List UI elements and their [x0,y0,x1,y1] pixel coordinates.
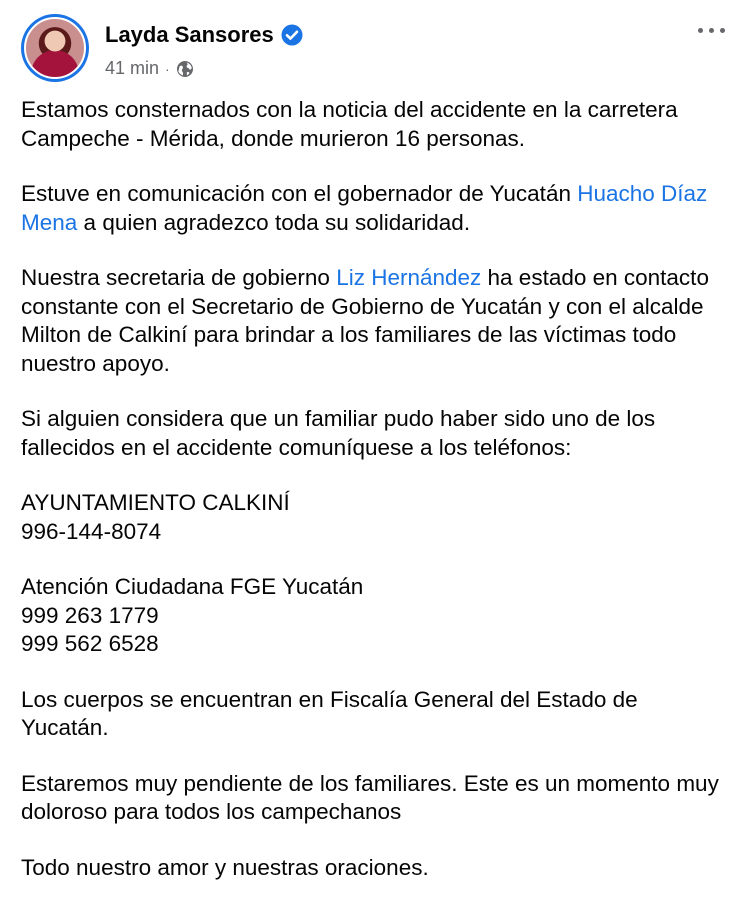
more-options-icon[interactable] [695,20,729,40]
verified-badge-icon [281,24,303,46]
post-body [21,96,731,909]
phone-number: 996-144-8074 [21,518,162,544]
paragraph-1: Estamos consternados con la noticia del accidente en la carretera Campeche - Mérida, donde murieron 16 personas. [21,97,678,151]
mention-link-huacho[interactable]: Huacho Díaz Mena [21,181,708,235]
contact-name-calkini: AYUNTAMIENTO CALKINÍ [21,490,290,515]
post-header [21,14,731,84]
author-name[interactable]: Layda Sansores [105,22,274,47]
paragraph-3 [21,264,731,378]
paragraph-2 [21,180,731,237]
phone-number: 999 562 6528 [21,631,159,656]
paragraph-3-text-after: ha estado en contacto constante con el Secretario de Gobierno de Yucatán y con el alcalde Milton de Calkiní para brindar a los familiares de las víctimas todo nuestro apoyo. [21,265,709,376]
mention-link-liz[interactable]: Liz Hernández [336,265,482,290]
paragraph-2-text-before: Estuve en comunicación con el gobernador de Yucatán [21,181,578,206]
paragraph-4: Si alguien considera que un familiar pudo haber sido uno de los fallecidos en el accidente comuníquese a los teléfonos: [21,406,656,460]
paragraph-2-text-after: a quien agradezco toda su solidaridad. [77,209,471,235]
paragraph-3-text-before: Nuestra secretaria de gobierno [21,265,337,290]
avatar-image [24,17,86,79]
paragraph-9: Todo nuestro amor y nuestras oraciones. [21,854,429,880]
globe-icon[interactable] [176,60,194,78]
paragraph-7: Los cuerpos se encuentran en Fiscalía General del Estado de Yucatán. [21,686,638,740]
author-row [105,22,303,48]
post-meta [105,58,194,79]
paragraph-8: Estaremos muy pendiente de los familiares. Este es un momento muy doloroso para todos los campechanos [21,770,719,824]
post-timestamp[interactable]: 41 min [105,58,160,78]
avatar[interactable] [21,14,89,82]
phone-number: 999 263 1779 [21,602,159,628]
contact-name-fge: Atención Ciudadana FGE Yucatán [21,574,364,599]
paragraph-6 [21,573,731,659]
paragraph-5 [21,489,731,546]
meta-separator: · [165,60,170,77]
